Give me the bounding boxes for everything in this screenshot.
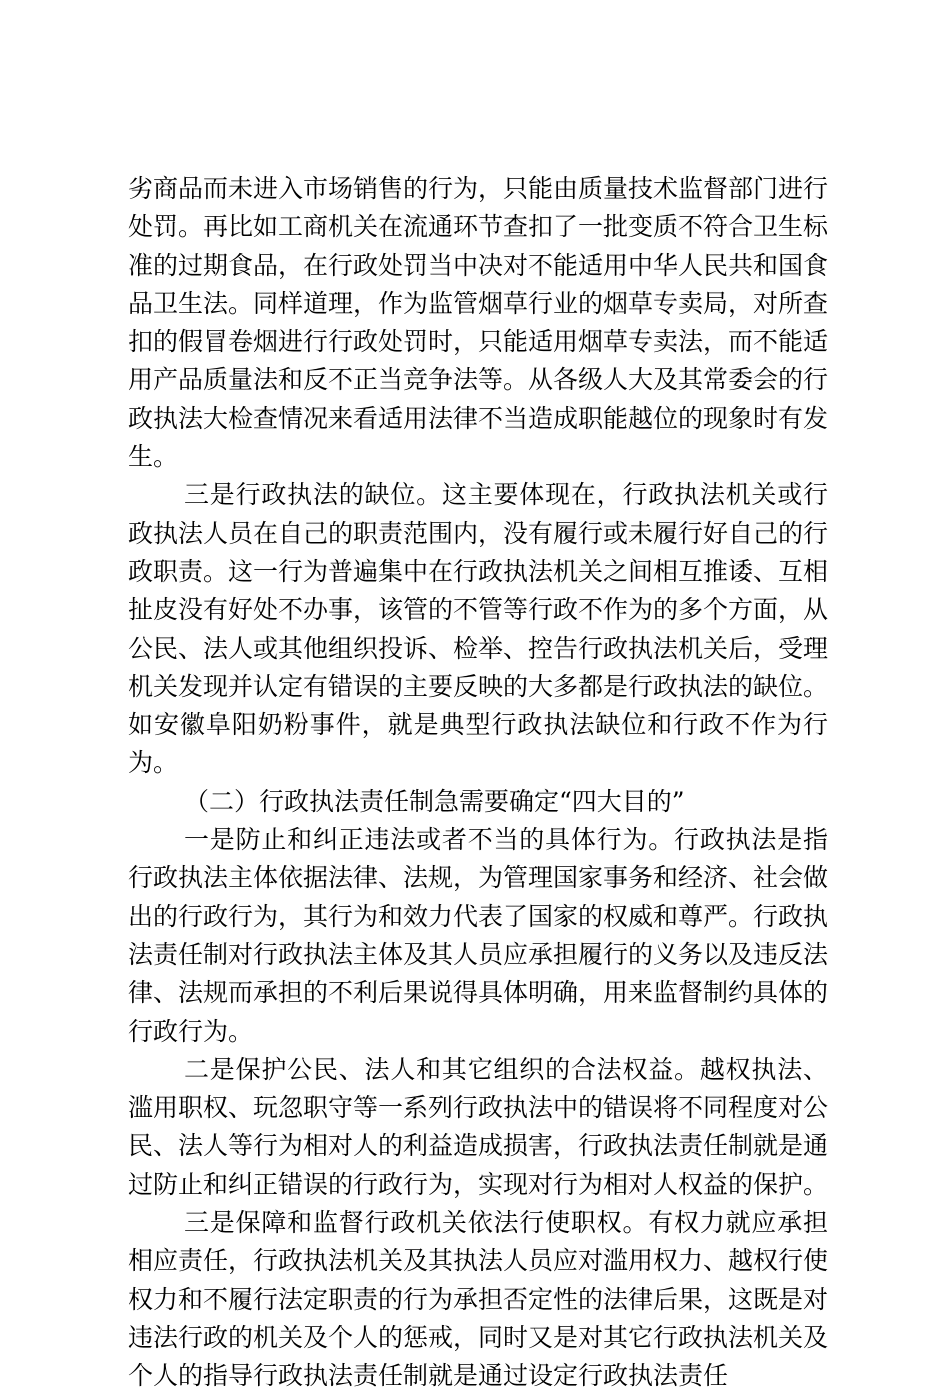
paragraph-purpose-one: 一是防止和纠正违法或者不当的具体行为。行政执法是指行政执法主体依据法律、法规，为管理国家事务和经济、社会做出的行政行为，其行为和效力代表了国家的权威和尊严。行政执法责任制对行政执法主体及其人员应承担履行的义务以及违反法律、法规而承担的不利后果说得具体明确，用来监督制约具体的行政行为。 xyxy=(128,825,829,1046)
document-page xyxy=(128,170,828,1396)
paragraph-continuation: 劣商品而未进入市场销售的行为，只能由质量技术监督部门进行处罚。再比如工商机关在流通环节查扣了一批变质不符合卫生标准的过期食品，在行政处罚当中决对不能适用中华人民共和国食品卫生法。同样道理，作为监管烟草行业的烟草专卖局，对所查扣的假冒卷烟进行行政处罚时，只能适用烟草专卖法，而不能适用产品质量法和反不正当竞争法等。从各级人大及其常委会的行政执法大检查情况来看适用法律不当造成职能越位的现象时有发生。 xyxy=(128,174,829,472)
paragraph-enforcement-absence: 三是行政执法的缺位。这主要体现在，行政执法机关或行政执法人员在自己的职责范围内，没有履行或未履行好自己的行政职责。这一行为普遍集中在行政执法机关之间相互推诿、互相扯皮没有好处不办事，该管的不管等行政不作为的多个方面，从公民、法人或其他组织投诉、检举、控告行政执法机关后，受理机关发现并认定有错误的主要反映的大多都是行政执法的缺位。如安徽阜阳奶粉事件，就是典型行政执法缺位和行政不作为行为。 xyxy=(128,480,829,778)
section-heading: （二）行政执法责任制急需要确定“四大目的” xyxy=(184,786,685,816)
paragraph-purpose-two: 二是保护公民、法人和其它组织的合法权益。越权执法、滥用职权、玩忽职守等一系列行政执法中的错误将不同程度对公民、法人等行为相对人的利益造成损害，行政执法责任制就是通过防止和纠正错误的行政行为，实现对行为相对人权益的保护。 xyxy=(128,1054,829,1199)
paragraph-purpose-three: 三是保障和监督行政机关依法行使职权。有权力就应承担相应责任，行政执法机关及其执法人员应对滥用权力、越权行使权力和不履行法定职责的行为承担否定性的法律后果，这既是对违法行政的机关及个人的惩戒，同时又是对其它行政执法机关及个人的指导行政执法责任制就是通过设定行政执法责任 xyxy=(128,1208,829,1391)
